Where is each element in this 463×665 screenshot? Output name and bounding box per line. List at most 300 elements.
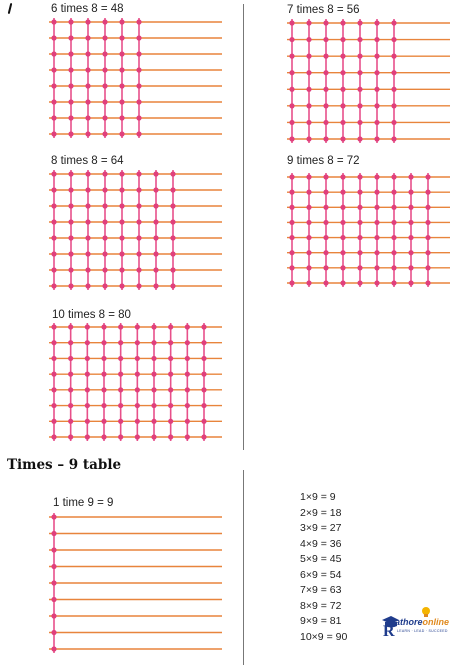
grid-dot <box>170 251 175 256</box>
grid-dot <box>102 35 107 40</box>
grid-dot <box>118 372 123 377</box>
grid-dot <box>51 613 56 618</box>
table-line: 3×9 = 27 <box>300 522 342 534</box>
grid-dot <box>374 54 379 59</box>
grid-dot <box>306 235 311 240</box>
grid-dot <box>374 235 379 240</box>
grid-dot <box>136 283 141 288</box>
grid-dot <box>408 280 413 285</box>
grid-dot <box>340 265 345 270</box>
grid-dot <box>185 356 190 361</box>
dot-grid <box>284 171 454 289</box>
grid-dot <box>425 220 430 225</box>
grid-dot <box>289 250 294 255</box>
grid-dot <box>51 115 56 120</box>
grid-dot <box>68 35 73 40</box>
grid-dot <box>323 190 328 195</box>
grid-dot <box>118 387 123 392</box>
grid-dot <box>102 171 107 176</box>
grid-dot <box>136 131 141 136</box>
grid-dot <box>68 434 73 439</box>
grid-dot <box>201 324 206 329</box>
grid-dot <box>323 120 328 125</box>
grid-dot <box>323 250 328 255</box>
grid-dot <box>85 267 90 272</box>
grid-dot <box>408 190 413 195</box>
grid-dot <box>340 70 345 75</box>
grid-dot <box>306 37 311 42</box>
grid-dot <box>51 171 56 176</box>
grid-dot <box>51 434 56 439</box>
grid-dot <box>306 220 311 225</box>
grid-dot <box>323 87 328 92</box>
grid-dot <box>153 203 158 208</box>
grid-dot <box>185 387 190 392</box>
grid-dot <box>101 324 106 329</box>
grid-dot <box>323 37 328 42</box>
grid-dot <box>118 419 123 424</box>
logo-name-part-1: athore <box>395 617 423 627</box>
grid-dot <box>408 265 413 270</box>
grid-dot <box>201 387 206 392</box>
grid-dot <box>201 434 206 439</box>
grid-dot <box>340 120 345 125</box>
grid-dot <box>391 250 396 255</box>
grid-dot <box>153 171 158 176</box>
grid-dot <box>51 267 56 272</box>
grid-dot <box>340 190 345 195</box>
grid-dot <box>51 630 56 635</box>
grid-dot <box>391 37 396 42</box>
grid-dot <box>136 19 141 24</box>
grid-dot <box>408 235 413 240</box>
grid-dot <box>119 171 124 176</box>
column-divider-bottom <box>243 470 244 665</box>
grid-dot <box>323 70 328 75</box>
grid-dot <box>153 219 158 224</box>
grid-dot <box>136 267 141 272</box>
grid-dot <box>374 205 379 210</box>
grid-dot <box>68 83 73 88</box>
grid-dot <box>153 283 158 288</box>
grid-dot <box>425 190 430 195</box>
grid-dot <box>119 35 124 40</box>
grid-dot <box>340 280 345 285</box>
grid-dot <box>51 19 56 24</box>
grid-dot <box>323 103 328 108</box>
grid-dot <box>85 387 90 392</box>
grid-dot <box>289 120 294 125</box>
grid-dot <box>289 136 294 141</box>
grid-dot <box>102 203 107 208</box>
grid-dot <box>136 51 141 56</box>
grid-dot <box>85 19 90 24</box>
grid-dot <box>357 20 362 25</box>
table-line: 2×9 = 18 <box>300 506 342 519</box>
grid-dot <box>135 324 140 329</box>
grid-caption: 7 times 8 = 56 <box>287 4 360 16</box>
grid-dot <box>340 54 345 59</box>
grid-dot <box>68 171 73 176</box>
grid-dot <box>289 265 294 270</box>
grid-dot <box>201 340 206 345</box>
grid-dot <box>289 20 294 25</box>
grid-dot <box>101 419 106 424</box>
grid-dot <box>340 136 345 141</box>
grid-dot <box>289 70 294 75</box>
grid-dot <box>102 219 107 224</box>
grid-dot <box>85 403 90 408</box>
grid-dot <box>68 51 73 56</box>
grid-dot <box>85 219 90 224</box>
grid-dot <box>51 187 56 192</box>
grid-dot <box>357 220 362 225</box>
grid-dot <box>85 419 90 424</box>
grid-dot <box>168 324 173 329</box>
grid-dot <box>68 131 73 136</box>
grid-dot <box>391 20 396 25</box>
grid-dot <box>102 251 107 256</box>
grid-dot <box>185 324 190 329</box>
dot-grid <box>46 168 226 292</box>
grid-dot <box>391 190 396 195</box>
grid-dot <box>168 403 173 408</box>
grid-dot <box>101 340 106 345</box>
grid-dot <box>151 340 156 345</box>
grid-dot <box>68 324 73 329</box>
grid-dot <box>357 70 362 75</box>
grid-dot <box>170 235 175 240</box>
grid-dot <box>51 324 56 329</box>
logo-tagline: LEARN · LEAD · SUCCEED <box>397 629 448 633</box>
grid-dot <box>201 372 206 377</box>
logo-name-part-2: online <box>422 617 450 627</box>
grid-dot <box>85 356 90 361</box>
grid-dot <box>136 219 141 224</box>
grid-dot <box>51 83 56 88</box>
grid-dot <box>357 54 362 59</box>
grid-dot <box>425 250 430 255</box>
grid-dot <box>51 531 56 536</box>
table-line: 7×9 = 63 <box>300 584 342 596</box>
grid-dot <box>118 434 123 439</box>
grid-dot <box>170 203 175 208</box>
grid-dot <box>201 403 206 408</box>
grid-dot <box>68 115 73 120</box>
table-line: 4×9 = 36 <box>300 537 342 550</box>
rathore-online-logo <box>381 612 451 638</box>
grid-dot <box>185 340 190 345</box>
grid-dot <box>85 99 90 104</box>
grid-dot <box>51 514 56 519</box>
grid-dot <box>391 70 396 75</box>
grid-dot <box>151 387 156 392</box>
grid-dot <box>340 37 345 42</box>
grid-dot <box>51 99 56 104</box>
grid-dot <box>102 187 107 192</box>
grid-dot <box>374 174 379 179</box>
grid-dot <box>340 205 345 210</box>
grid-dot <box>68 356 73 361</box>
grid-dot <box>135 419 140 424</box>
grid-dot <box>425 174 430 179</box>
grid-dot <box>85 324 90 329</box>
grid-dot <box>51 419 56 424</box>
grid-dot <box>374 87 379 92</box>
grid-dot <box>51 597 56 602</box>
grid-dot <box>136 35 141 40</box>
grid-dot <box>306 70 311 75</box>
grid-dot <box>357 280 362 285</box>
grid-dot <box>289 190 294 195</box>
grid-dot <box>85 283 90 288</box>
grid-dot <box>68 283 73 288</box>
grid-dot <box>306 136 311 141</box>
grid-dot <box>118 403 123 408</box>
grid-dot <box>425 235 430 240</box>
times-table-list <box>300 490 347 645</box>
grid-dot <box>340 87 345 92</box>
grid-dot <box>119 99 124 104</box>
grid-dot <box>357 235 362 240</box>
grid-dot <box>357 120 362 125</box>
grid-dot <box>323 174 328 179</box>
grid-dot <box>391 174 396 179</box>
grid-dot <box>168 387 173 392</box>
grid-dot <box>391 220 396 225</box>
grid-dot <box>68 251 73 256</box>
grid-dot <box>135 340 140 345</box>
grid-dot <box>185 434 190 439</box>
grid-dot <box>170 219 175 224</box>
grid-caption: 1 time 9 = 9 <box>53 497 114 509</box>
svg-text:R: R <box>383 623 395 638</box>
grid-dot <box>85 251 90 256</box>
grid-dot <box>323 20 328 25</box>
grid-dot <box>306 280 311 285</box>
grid-dot <box>102 115 107 120</box>
grid-caption: 6 times 8 = 48 <box>51 3 124 15</box>
grid-dot <box>153 267 158 272</box>
section-heading: Times – 9 table <box>7 457 122 473</box>
grid-dot <box>374 136 379 141</box>
grid-dot <box>85 372 90 377</box>
grid-dot <box>168 419 173 424</box>
grid-dot <box>374 120 379 125</box>
grid-dot <box>51 235 56 240</box>
grid-dot <box>68 187 73 192</box>
grid-dot <box>118 324 123 329</box>
grid-dot <box>51 547 56 552</box>
grid-dot <box>168 340 173 345</box>
grid-dot <box>51 51 56 56</box>
grid-dot <box>118 340 123 345</box>
grid-dot <box>51 564 56 569</box>
grid-dot <box>151 434 156 439</box>
grid-dot <box>170 187 175 192</box>
dot-grid <box>284 17 454 145</box>
grid-dot <box>374 190 379 195</box>
grid-dot <box>136 171 141 176</box>
grid-dot <box>306 174 311 179</box>
grid-dot <box>289 205 294 210</box>
grid-dot <box>391 205 396 210</box>
grid-dot <box>51 203 56 208</box>
table-line: 5×9 = 45 <box>300 553 342 565</box>
grid-dot <box>102 131 107 136</box>
grid-dot <box>136 235 141 240</box>
grid-dot <box>170 267 175 272</box>
grid-dot <box>391 235 396 240</box>
grid-dot <box>151 419 156 424</box>
grid-dot <box>170 171 175 176</box>
grid-dot <box>408 220 413 225</box>
grid-dot <box>51 580 56 585</box>
table-line: 8×9 = 72 <box>300 599 342 612</box>
grid-dot <box>68 372 73 377</box>
grid-dot <box>323 54 328 59</box>
grid-dot <box>323 235 328 240</box>
dot-grid <box>46 511 226 655</box>
grid-dot <box>135 372 140 377</box>
grid-dot <box>85 187 90 192</box>
grid-dot <box>306 54 311 59</box>
grid-dot <box>185 403 190 408</box>
grid-dot <box>151 324 156 329</box>
grid-dot <box>289 37 294 42</box>
grid-dot <box>408 250 413 255</box>
grid-dot <box>323 220 328 225</box>
grid-dot <box>119 219 124 224</box>
grid-dot <box>289 220 294 225</box>
grid-dot <box>68 203 73 208</box>
grid-dot <box>357 190 362 195</box>
grid-dot <box>289 103 294 108</box>
grid-dot <box>425 265 430 270</box>
grid-dot <box>185 372 190 377</box>
grid-dot <box>340 235 345 240</box>
grid-dot <box>119 131 124 136</box>
grid-dot <box>136 67 141 72</box>
grid-dot <box>51 356 56 361</box>
grid-dot <box>119 115 124 120</box>
grid-dot <box>68 419 73 424</box>
grid-dot <box>136 83 141 88</box>
grid-dot <box>101 434 106 439</box>
grid-dot <box>153 251 158 256</box>
grid-dot <box>102 99 107 104</box>
grid-dot <box>102 267 107 272</box>
grid-dot <box>340 103 345 108</box>
grid-dot <box>374 103 379 108</box>
grid-dot <box>101 387 106 392</box>
grid-dot <box>85 340 90 345</box>
grid-dot <box>135 403 140 408</box>
grid-dot <box>185 419 190 424</box>
margin-mark <box>8 3 13 14</box>
grid-dot <box>289 174 294 179</box>
grid-dot <box>357 265 362 270</box>
grid-dot <box>306 250 311 255</box>
grid-dot <box>306 190 311 195</box>
grid-dot <box>374 220 379 225</box>
grid-dot <box>119 83 124 88</box>
grid-dot <box>153 235 158 240</box>
grid-dot <box>119 19 124 24</box>
grid-dot <box>357 87 362 92</box>
grid-dot <box>101 356 106 361</box>
grid-dot <box>357 136 362 141</box>
grid-dot <box>119 283 124 288</box>
grid-dot <box>119 187 124 192</box>
grid-dot <box>168 372 173 377</box>
grid-dot <box>323 205 328 210</box>
table-line: 10×9 = 90 <box>300 630 348 643</box>
grid-dot <box>323 280 328 285</box>
grid-dot <box>119 203 124 208</box>
grid-dot <box>357 37 362 42</box>
grid-dot <box>357 174 362 179</box>
grid-dot <box>51 131 56 136</box>
grid-dot <box>51 403 56 408</box>
grid-dot <box>306 103 311 108</box>
grid-dot <box>306 120 311 125</box>
grid-dot <box>323 136 328 141</box>
grid-dot <box>68 403 73 408</box>
grid-dot <box>85 67 90 72</box>
grid-dot <box>306 87 311 92</box>
grid-dot <box>68 219 73 224</box>
grid-dot <box>136 99 141 104</box>
grid-dot <box>357 103 362 108</box>
grid-dot <box>391 265 396 270</box>
grid-dot <box>85 83 90 88</box>
table-line: 9×9 = 81 <box>300 615 342 627</box>
grid-dot <box>51 219 56 224</box>
grid-dot <box>357 205 362 210</box>
grid-dot <box>102 283 107 288</box>
grid-dot <box>118 356 123 361</box>
grid-dot <box>306 265 311 270</box>
grid-dot <box>151 403 156 408</box>
grid-dot <box>408 205 413 210</box>
grid-dot <box>425 280 430 285</box>
grid-dot <box>340 220 345 225</box>
grid-dot <box>306 20 311 25</box>
grid-dot <box>374 70 379 75</box>
grid-dot <box>85 115 90 120</box>
grid-dot <box>391 103 396 108</box>
grid-dot <box>51 67 56 72</box>
grid-dot <box>102 51 107 56</box>
grid-dot <box>68 340 73 345</box>
grid-dot <box>374 20 379 25</box>
dot-grid <box>46 16 226 140</box>
grid-dot <box>340 174 345 179</box>
grid-dot <box>289 235 294 240</box>
grid-dot <box>51 340 56 345</box>
grid-dot <box>323 265 328 270</box>
table-line: 6×9 = 54 <box>300 568 342 581</box>
grid-dot <box>85 434 90 439</box>
grid-dot <box>135 387 140 392</box>
grid-dot <box>374 250 379 255</box>
grid-dot <box>85 171 90 176</box>
grid-dot <box>306 205 311 210</box>
grid-dot <box>119 267 124 272</box>
grid-dot <box>51 387 56 392</box>
grid-dot <box>85 203 90 208</box>
